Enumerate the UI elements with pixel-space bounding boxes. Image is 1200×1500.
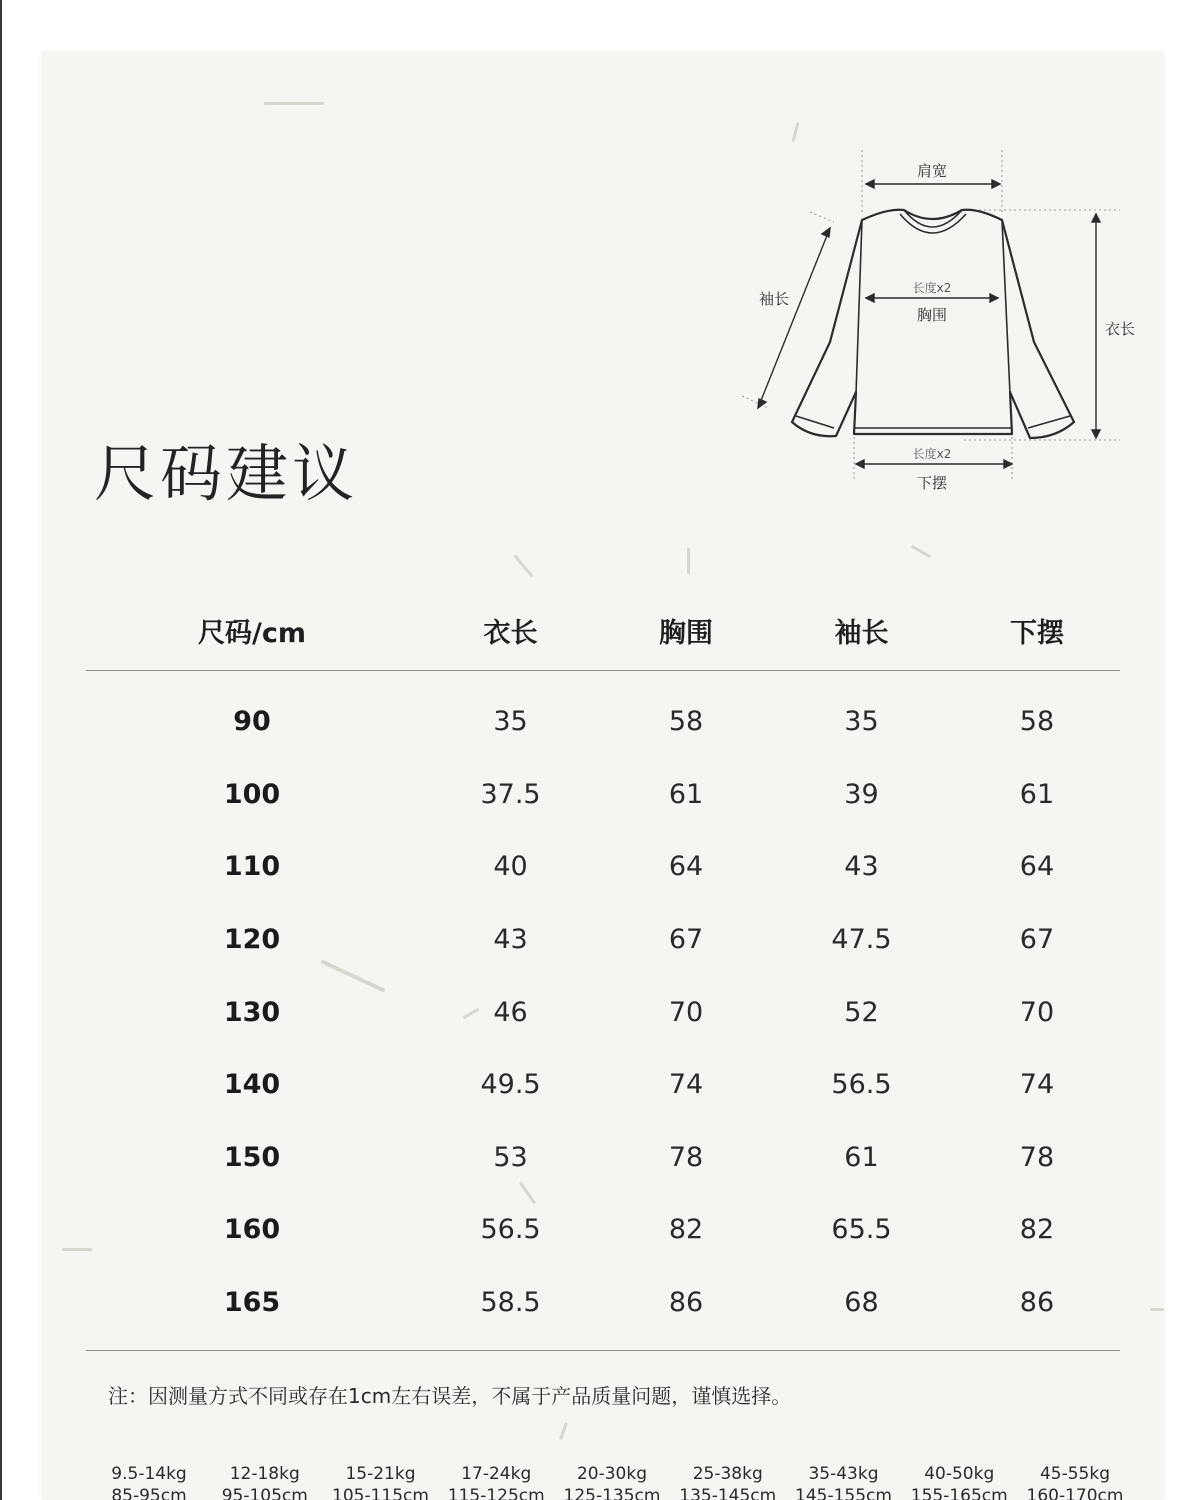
size-chart-table (86, 592, 1120, 1351)
body-length-value: 37.5 (480, 778, 541, 810)
reference-item (92, 1463, 206, 1500)
hem-value: 58 (1019, 705, 1055, 737)
reference-weight: 9.5-14kg (111, 1464, 187, 1484)
hem-label: 下摆 (916, 474, 948, 492)
chest-value: 74 (668, 1069, 704, 1101)
paper-fleck (911, 545, 932, 559)
table-row (86, 903, 1120, 976)
header-sleeve-length: 袖长 (769, 592, 954, 670)
reference-weight: 20-30kg (576, 1464, 648, 1484)
chest-value: 86 (603, 1266, 769, 1350)
hem-value: 61 (1019, 778, 1055, 810)
paper-fleck (264, 102, 324, 105)
body-length-value: 35 (493, 705, 528, 737)
weight-height-reference (92, 1463, 1132, 1500)
reference-item (208, 1463, 322, 1500)
body-length-value: 43 (493, 923, 528, 955)
sleeve-length-value: 65.5 (831, 1214, 892, 1246)
hem-value: 82 (1019, 1214, 1055, 1246)
table-row (86, 1121, 1120, 1194)
reference-height: 135-145cm (679, 1486, 777, 1500)
shoulder-width-label: 肩宽 (916, 162, 948, 180)
body-length-label: 衣长 (1104, 320, 1136, 338)
size-value: 165 (86, 1266, 418, 1350)
reference-height: 160-170cm (1026, 1486, 1124, 1500)
paper-fleck (1150, 1308, 1164, 1311)
sleeve-length-value: 56.5 (831, 1069, 892, 1101)
chest-value: 58 (668, 705, 704, 737)
table-row (86, 976, 1120, 1049)
chest-value: 64 (668, 851, 704, 883)
reference-weight: 17-24kg (461, 1464, 532, 1484)
hem-value: 74 (1019, 1069, 1055, 1101)
reference-weight: 35-43kg (808, 1464, 879, 1484)
size-value: 100 (223, 778, 281, 810)
sleeve-length-value: 43 (844, 851, 879, 883)
body-length-value: 58.5 (418, 1266, 603, 1350)
table-row (86, 1048, 1120, 1121)
reference-height: 155-165cm (910, 1486, 1008, 1500)
table-header-row (86, 592, 1120, 670)
size-value: 150 (223, 1141, 281, 1173)
body-length-value: 40 (493, 851, 528, 883)
tshirt-diagram-svg (738, 142, 1138, 502)
reference-item (439, 1463, 553, 1500)
paper-fleck (513, 554, 533, 577)
table-row (86, 1266, 1120, 1350)
reference-height: 115-125cm (447, 1486, 545, 1500)
size-value: 90 (233, 705, 271, 737)
sleeve-length-label: 袖长 (758, 290, 790, 308)
reference-item (902, 1463, 1016, 1500)
reference-item (787, 1463, 901, 1500)
sleeve-length-value: 39 (844, 778, 879, 810)
paper-fleck (791, 122, 799, 142)
table-row (86, 670, 1120, 758)
hem-value: 86 (954, 1266, 1120, 1350)
paper-fleck (687, 548, 690, 574)
reference-item (555, 1463, 669, 1500)
size-value: 140 (223, 1069, 281, 1101)
reference-weight: 40-50kg (924, 1464, 995, 1484)
hem-value: 64 (1019, 851, 1055, 883)
reference-weight: 25-38kg (692, 1464, 763, 1484)
chest-value: 82 (668, 1214, 704, 1246)
reference-height: 125-135cm (563, 1486, 661, 1500)
chest-value: 67 (668, 923, 704, 955)
measurement-disclaimer: 注：因测量方式不同或存在1cm左右误差，不属于产品质量问题，谨慎选择。 (108, 1384, 792, 1408)
hem-value: 67 (1019, 923, 1055, 955)
reference-weight: 15-21kg (345, 1464, 416, 1484)
chest-value: 70 (668, 996, 704, 1028)
reference-item (671, 1463, 785, 1500)
header-body-length: 衣长 (418, 592, 603, 670)
table-row (86, 758, 1120, 831)
body-length-value: 49.5 (480, 1069, 541, 1101)
size-value: 120 (223, 923, 281, 955)
size-value: 160 (223, 1214, 281, 1246)
sleeve-length-value: 35 (844, 705, 879, 737)
table-row (86, 1194, 1120, 1267)
reference-item (324, 1463, 438, 1500)
chest-label: 胸围 (916, 306, 948, 324)
chest-value: 61 (668, 778, 704, 810)
sleeve-length-value: 47.5 (831, 923, 892, 955)
reference-height: 95-105cm (221, 1486, 308, 1500)
left-border-line (0, 0, 2, 1500)
size-value: 130 (223, 996, 281, 1028)
sleeve-length-value: 61 (844, 1141, 879, 1173)
chest-note-label: 长度x2 (912, 281, 952, 295)
header-size: 尺码/cm (86, 592, 418, 670)
body-length-value: 53 (493, 1141, 528, 1173)
hem-value: 70 (1019, 996, 1055, 1028)
size-value: 110 (223, 851, 281, 883)
header-hem: 下摆 (954, 592, 1120, 670)
chest-value: 78 (668, 1141, 704, 1173)
header-chest: 胸围 (603, 592, 769, 670)
table-row (86, 831, 1120, 904)
reference-height: 105-115cm (332, 1486, 429, 1500)
size-guide-card (42, 52, 1164, 1500)
reference-item (1018, 1463, 1132, 1500)
hem-note-label: 长度x2 (912, 447, 952, 461)
paper-fleck (559, 1422, 568, 1440)
hem-value: 78 (1019, 1141, 1055, 1173)
reference-height: 85-95cm (111, 1486, 187, 1500)
sleeve-length-value: 68 (769, 1266, 954, 1350)
reference-height: 145-155cm (795, 1486, 892, 1500)
reference-weight: 12-18kg (229, 1464, 300, 1484)
page-title: 尺码建议 (94, 437, 359, 510)
body-length-value: 46 (493, 996, 528, 1028)
reference-weight: 45-55kg (1039, 1464, 1111, 1484)
sleeve-length-value: 52 (844, 996, 879, 1028)
garment-measurement-diagram (738, 142, 1138, 502)
body-length-value: 56.5 (480, 1214, 541, 1246)
